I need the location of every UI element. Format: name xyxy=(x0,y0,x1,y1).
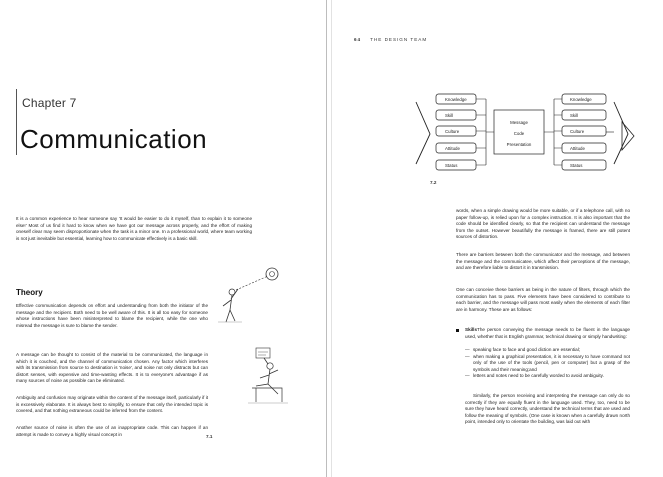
message-label: Message xyxy=(510,120,528,125)
theory-paragraph-1: Effective communication depends on effort and understanding from both the initiator of the message and the recipient. Both need to be well aware of this. It is all too easy for someone whose instructions have been misinterpreted to blame the recipient, while the one who misread the message is sure to blame the sender. xyxy=(16,303,208,328)
theory-paragraph-2: A message can be thought to consist of the material to be communicated, the language in which it is couched, and the channel of communication chosen. Any factor which interferes with its transmission from source to destination is 'noise', and noise not only distracts but can distort senses, with expensive and time-wasting effects. It is to everyone's advantage if as many sources of noise as possible can be eliminated. xyxy=(16,352,208,384)
left-filter-status: Status xyxy=(445,163,458,168)
skills-text: The person conveying the message needs to be fluent in the language used, whether that is English grammar, technical drawing or simply handwriting: xyxy=(465,327,630,339)
dash-item: — speaking face to face and good diction are essential; xyxy=(465,347,630,354)
right-filter-group xyxy=(562,94,606,170)
theory-paragraph-3: Ambiguity and confusion may originate within the content of the message itself, particularly if it is excessively elaborate. It is always best to simplify, to ensure that only the intended topic is covered, and that nothing extraneous could be inferred from the content. xyxy=(16,395,208,414)
right-filter-box-skill xyxy=(562,110,606,120)
running-head-title: THE DESIGN TEAM xyxy=(370,37,428,42)
section-heading-theory: Theory xyxy=(16,288,43,297)
right-filter-knowledge: Knowledge xyxy=(570,97,592,102)
right-filter-skill: Skill xyxy=(570,113,579,118)
code-label: Code xyxy=(513,131,525,136)
intro-paragraph: It is a common experience to hear someone say 'It would be easier to do it myself, than to explain it to someone else!' Most of us find it hard to know when we have got our message across properly, and the effort of making oneself clear may seem disproportionate when the task is a minor one. In a professional world, where team working is not just inevitable but essential, learning how to communicate effectively is a basic skill. xyxy=(16,216,252,241)
left-filter-box-skill xyxy=(436,110,476,120)
page-number: 64 xyxy=(354,37,362,42)
right-paragraph-1: words, when a simple drawing would be more suitable, or if a telephone call, with no paper follow-up, is relied upon for a complex instruction. It is also important that the code should be identified clearly, so that the recipient can understand the message from the outset. However beautifully the message is framed, there are still potent sources of distortion. xyxy=(456,208,630,240)
page-gutter-shadow xyxy=(331,0,332,477)
figure-label-7-1: 7.1 xyxy=(206,434,213,439)
communication-filter-diagram xyxy=(414,88,638,188)
dash-item: — letters and notes need to be carefully worded to avoid ambiguity. xyxy=(465,373,630,380)
chapter-title: Communication xyxy=(20,124,208,154)
dash-item: — when making a graphical presentation, it is necessary to have command not only of the use of the tools (pencil, pen or computer) but a grasp of the symbols and their meaning;and xyxy=(465,354,630,374)
skills-lead: Skills xyxy=(465,327,478,332)
right-filter-status: Status xyxy=(570,163,583,168)
presentation-label: Presentation xyxy=(506,142,532,147)
right-filter-attitude: Attitude xyxy=(570,146,585,151)
right-filter-box-status xyxy=(562,160,606,170)
left-filter-attitude: Attitude xyxy=(445,146,460,151)
right-paragraph-4: Similarly, the person receiving and interpreting the message can only do so correctly if they are equally fluent in the language used. They, too, need to be sure they have heard correctly, understand the technical terms that are used and follow the meaning of symbols. (One case is known when a carefully drawn north point, intended only to orientate the building, was laid out with xyxy=(465,393,630,425)
cartoon-illustration xyxy=(208,262,298,412)
chapter-label: Chapter 7 xyxy=(22,96,77,110)
left-filter-group xyxy=(436,94,476,170)
theory-paragraph-4: Another source of noise is often the use of an inappropriate code. This can happen if an attempt is made to convey a highly visual concept in xyxy=(16,425,208,437)
right-paragraph-3: One can conceive these barriers as being in the nature of filters, through which the communication has to pass. Five elements have been considered to contribute to each barrier, and the message will pass most easily when the elements of each filter are in harmony. These are as follows: xyxy=(456,287,630,312)
running-head xyxy=(354,37,427,42)
right-filter-culture: Culture xyxy=(570,129,585,134)
bullet-square-icon xyxy=(456,329,459,332)
skills-bullet xyxy=(465,327,630,340)
left-filter-skill: Skill xyxy=(445,113,454,118)
right-paragraph-2: There are barriers between both the communicator and the message, and between the message and the communicatee, which affect their perceptions of the message, and are therefore liable to distort it in transmission. xyxy=(456,252,630,271)
page-gutter xyxy=(326,0,327,477)
figure-label-7-2: 7.2 xyxy=(430,180,437,185)
dash-list xyxy=(465,347,630,380)
left-filter-knowledge: Knowledge xyxy=(445,97,467,102)
chapter-rule xyxy=(16,89,17,155)
left-filter-culture: Culture xyxy=(445,129,460,134)
